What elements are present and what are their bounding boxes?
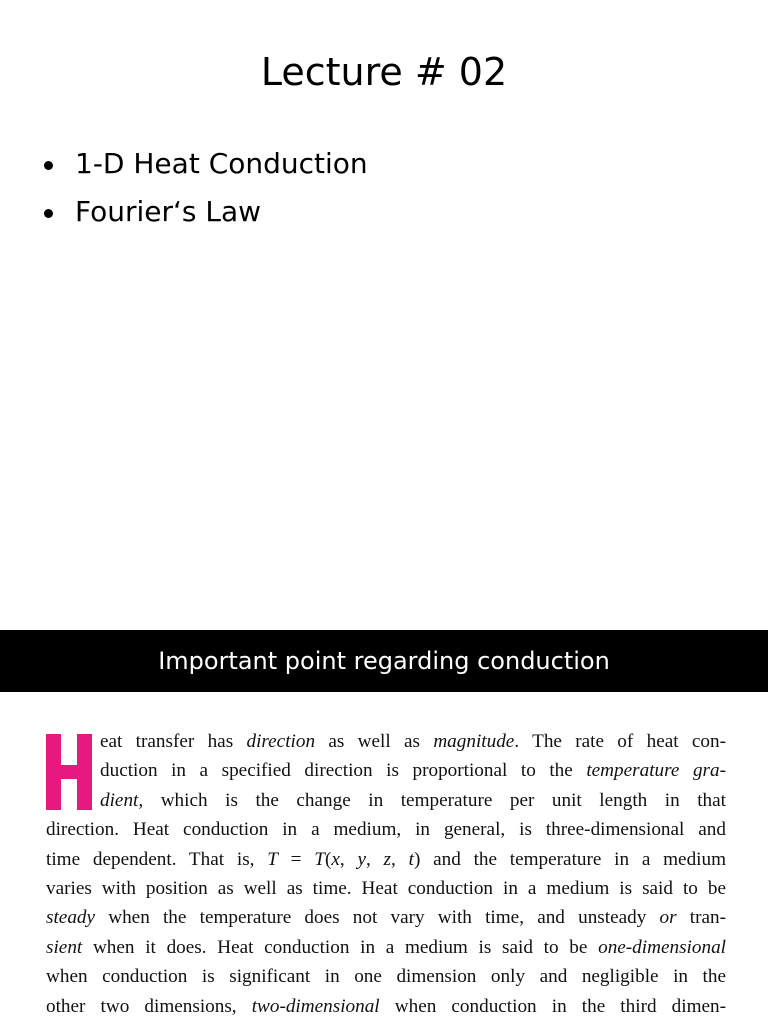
excerpt-text: t bbox=[408, 848, 414, 870]
slide-title: Lecture # 02 bbox=[260, 50, 508, 94]
bullet-dot-icon bbox=[44, 161, 53, 170]
excerpt-text: duction in a specified direction is proportional to the bbox=[100, 760, 587, 782]
excerpt-text: , bbox=[365, 848, 384, 870]
excerpt-text: direction. Heat conduction in a medium, in general, is three-dimensional and bbox=[46, 819, 726, 841]
excerpt-text: steady bbox=[46, 907, 96, 929]
excerpt-text: one-dimensional bbox=[598, 936, 726, 958]
excerpt-text: , bbox=[391, 848, 409, 870]
excerpt-text: T bbox=[314, 848, 325, 870]
excerpt-text: x bbox=[331, 848, 340, 870]
section-banner bbox=[0, 630, 768, 692]
excerpt-text: magnitude bbox=[433, 731, 515, 752]
excerpt-text: when it does. Heat conduction in a medium is said to be bbox=[82, 936, 599, 958]
excerpt-line bbox=[46, 845, 726, 874]
excerpt-text: which is the change in temperature per unit length in that bbox=[143, 789, 726, 811]
textbook-excerpt bbox=[46, 727, 726, 1021]
excerpt-text: when the temperature does not vary with time, and bbox=[95, 907, 579, 929]
excerpt-text: tran- bbox=[689, 907, 726, 929]
excerpt-text: z bbox=[383, 848, 392, 870]
excerpt-line bbox=[100, 786, 726, 815]
excerpt-text: eat transfer has bbox=[100, 731, 247, 752]
excerpt-text: time dependent. That is, bbox=[46, 848, 268, 870]
excerpt-text: y bbox=[357, 848, 366, 870]
excerpt-line bbox=[100, 756, 726, 785]
excerpt-text: direction bbox=[246, 731, 316, 752]
excerpt-text: temperature gra- bbox=[586, 760, 726, 782]
excerpt-text: = bbox=[277, 848, 315, 870]
excerpt-text: sient bbox=[46, 936, 83, 958]
excerpt-line bbox=[46, 962, 726, 991]
excerpt-text: , bbox=[339, 848, 358, 870]
excerpt-text: other two dimensions, bbox=[46, 995, 252, 1017]
bullet-dot-icon bbox=[44, 209, 53, 218]
drop-cap-letter bbox=[46, 734, 92, 810]
excerpt-text: varies with position as well as time. Heat conduction in a medium is said to be bbox=[46, 877, 726, 899]
excerpt-text: unsteady bbox=[578, 907, 647, 929]
excerpt-text: two-dimensional bbox=[251, 995, 380, 1017]
excerpt-line bbox=[46, 933, 726, 962]
excerpt-text: as well as bbox=[315, 731, 434, 752]
excerpt-text: or bbox=[646, 907, 690, 929]
bullet-item bbox=[44, 140, 368, 188]
excerpt-line bbox=[46, 903, 726, 932]
excerpt-line bbox=[100, 727, 726, 756]
banner-title: Important point regarding conduction bbox=[158, 647, 610, 675]
bullet-list bbox=[44, 140, 368, 236]
excerpt-line bbox=[46, 815, 726, 844]
excerpt-text: . The rate of heat con- bbox=[514, 731, 726, 752]
bullet-item bbox=[44, 188, 368, 236]
excerpt-line bbox=[46, 874, 726, 903]
excerpt-text: ) and the temperature in a medium bbox=[413, 848, 727, 870]
excerpt-line bbox=[46, 992, 726, 1021]
excerpt-text: when conduction in the third dimen- bbox=[379, 995, 726, 1017]
excerpt-text: when conduction is significant in one dimension only and negligible in the bbox=[46, 966, 726, 988]
excerpt-text: T bbox=[267, 848, 278, 870]
bullet-text: Fourier‘s Law bbox=[75, 195, 262, 228]
excerpt-body bbox=[46, 727, 726, 1021]
excerpt-text: dient, bbox=[100, 789, 144, 811]
bullet-text: 1-D Heat Conduction bbox=[75, 147, 368, 180]
excerpt-text: ( bbox=[324, 848, 332, 870]
